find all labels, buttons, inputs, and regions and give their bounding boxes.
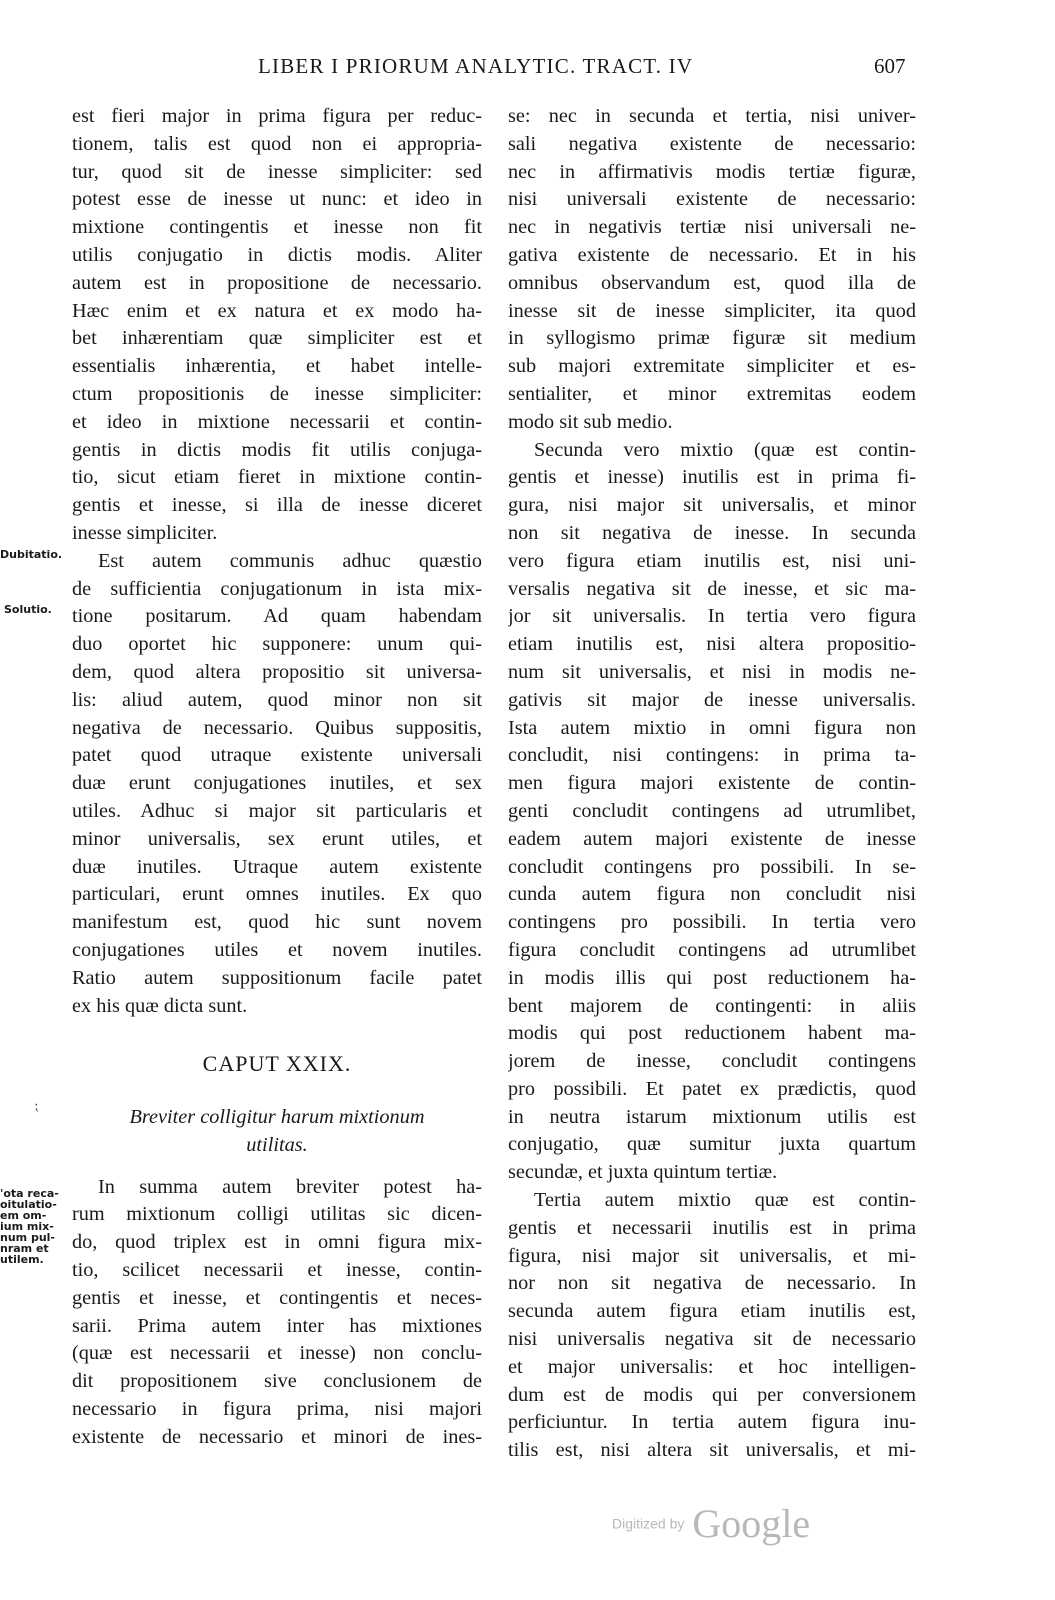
text-line: genti concludit contingens ad utrumlibet, (508, 799, 916, 822)
text-line: et ideo in mixtione necessarii et contin- (72, 410, 482, 433)
text-line: duæ inutiles. Utraque autem existente (72, 855, 482, 878)
text-line: gentis et necessarii inutilis est in prima (508, 1216, 916, 1239)
text-line: figura concludit contingens ad utrumlibet (508, 938, 916, 961)
text-line: figura, nisi major sit universalis, et mi- (508, 1244, 916, 1267)
text-line: particulari, erunt omnes inutiles. Ex quo (72, 883, 482, 906)
text-line: concludit, nisi contingens: in prima ta- (508, 744, 916, 767)
text-line: minor universalis, sex erunt utiles, et (72, 827, 482, 850)
text-line: nec in affirmativis modis tertiæ figuræ, (508, 160, 916, 183)
text-line: versalis negativa sit de inesse, et sic ma- (508, 577, 916, 600)
paragraph (508, 103, 916, 437)
marginal-line: num pul- (0, 1231, 55, 1244)
marginal-note-dubitatio: Dubitatio. (0, 548, 63, 561)
text-line: vero figura etiam inutilis est, nisi uni- (508, 549, 916, 572)
text-line: gativis sit major de inesse universalis. (508, 688, 916, 711)
marginal-line: nram et (0, 1242, 49, 1255)
text-line: conjugatio, quæ sumitur juxta quartum (508, 1133, 916, 1156)
page-header (0, 54, 1055, 86)
paragraph (508, 437, 916, 1188)
text-line: jor sit universalis. In tertia vero figura (508, 605, 916, 628)
text-line: patet quod utraque existente universali (72, 744, 482, 767)
text-line: tio, sicut etiam fieret in mixtione contin- (72, 466, 482, 489)
text-line: tur, quod sit de inesse simpliciter: sed (72, 160, 482, 183)
text-line: modo sit sub medio. (508, 410, 673, 433)
text-line: contingens pro possibili. In tertia vero (508, 911, 916, 934)
text-line: men figura majori existente de contin- (508, 772, 916, 795)
text-line: non sit negativa de inesse. In secunda (508, 521, 916, 544)
digitized-by-label: Digitized by (612, 1515, 685, 1532)
text-line: omnibus observandum est, quod illa de (508, 271, 916, 294)
text-line: nisi universali existente de necessario: (508, 188, 916, 211)
text-line: autem est in propositione de necessario. (72, 271, 482, 294)
text-line: pro possibili. Et patet ex prædictis, quod (508, 1077, 916, 1100)
text-line: Est autem communis adhuc quæstio (98, 549, 482, 572)
text-line: etiam inutilis est, nisi altera propositio- (508, 633, 916, 656)
text-line: utilis conjugatio in dictis modis. Aliter (72, 243, 482, 266)
text-line: rum mixtionum colligi utilitas sic dicen- (72, 1203, 482, 1226)
text-line: tione positarum. Ad quam habendam (72, 605, 482, 628)
text-line: sentialiter, et minor extremitas eodem (508, 382, 916, 405)
text-line: est fieri major in prima figura per reduc- (72, 105, 482, 127)
text-line: nor non sit negativa de necessario. In (508, 1272, 916, 1295)
text-line: ex his quæ dicta sunt. (72, 994, 248, 1017)
text-line: ctum propositionis de inesse simpliciter: (72, 382, 482, 405)
text-line: de sufficientia conjugationum in ista mix- (72, 577, 482, 600)
running-title: LIBER I PRIORUM ANALYTIC. TRACT. IV (258, 54, 694, 78)
text-line: se: nec in secunda et tertia, nisi univer- (508, 105, 916, 127)
marginal-note-recapitulatio (0, 1188, 62, 1265)
text-line: Hæc enim et ex natura et ex modo ha- (72, 299, 482, 322)
text-line: gativa existente de necessario. Et in his (508, 243, 916, 266)
text-line: gentis et inesse) inutilis est in prima fi- (508, 466, 916, 489)
page-number: 607 (874, 54, 906, 78)
text-line: Ista autem mixtio in omni figura non (508, 716, 916, 739)
text-line: tilis est, nisi altera sit universalis, et mi- (508, 1439, 916, 1462)
text-line: negativa de necessario. Quibus suppositis, (72, 716, 482, 739)
text-line: do, quod triplex est in omni figura mix- (72, 1231, 482, 1254)
text-line: essentialis inhærentia, et habet intelle- (72, 355, 482, 378)
paragraph (72, 1174, 482, 1452)
text-line: secundæ, et juxta quintum tertiæ. (508, 1161, 778, 1184)
text-line: modis qui post reductionem habent ma- (508, 1022, 916, 1045)
text-line: in syllogismo primæ figuræ sit medium (508, 327, 916, 350)
text-line: (quæ est necessarii et inesse) non conclu- (72, 1342, 482, 1365)
text-line: jorem de inesse, concludit contingens (508, 1050, 916, 1073)
text-line: sali negativa existente de necessario: (508, 132, 916, 155)
stray-mark: ⁏ (34, 1099, 39, 1114)
text-line: Secunda vero mixtio (quæ est contin- (534, 438, 916, 461)
marginal-line: 'ota reca- (0, 1188, 59, 1200)
text-line: nisi universalis negativa sit de necessario (508, 1328, 916, 1351)
chapter-subtitle: Breviter colligitur harum mixtionum (129, 1106, 425, 1129)
text-line: concludit contingens pro possibili. In se- (508, 855, 916, 878)
text-line: bent majorem de contingenti: in aliis (508, 994, 916, 1017)
text-line: nec in negativis tertiæ nisi universali ne- (508, 216, 916, 239)
text-line: necessario in figura prima, nisi majori (72, 1398, 482, 1421)
text-line: inesse simpliciter. (72, 521, 218, 544)
chapter-subtitle: utilitas. (246, 1133, 308, 1156)
text-line: potest esse de inesse ut nunc: et ideo in (72, 188, 482, 211)
text-line: In summa autem breviter potest ha- (98, 1175, 482, 1198)
paragraph (508, 1187, 916, 1465)
text-line: dem, quod altera propositio sit universa- (72, 660, 482, 683)
chapter-title: CAPUT XXIX. (202, 1051, 352, 1077)
text-line: cunda autem figura non concludit nisi (508, 883, 916, 906)
text-line: in modis illis qui post reductionem ha- (508, 966, 916, 989)
text-line: sub majori extremitate simpliciter et es- (508, 355, 916, 378)
marginal-note-solutio: Solutio. (4, 603, 52, 616)
text-line: gentis et inesse, si illa de inesse diceret (72, 494, 482, 517)
google-logo: Google (692, 1501, 811, 1546)
text-line: manifestum est, quod hic sunt novem (72, 911, 482, 934)
marginal-line: ium mix- (0, 1220, 54, 1233)
text-line: bet inhærentiam quæ simpliciter est et (72, 327, 482, 350)
text-line: eadem autem majori existente de inesse (508, 827, 916, 850)
marginal-line: utilem. (0, 1253, 44, 1265)
digitized-by-google-watermark (612, 1500, 810, 1550)
right-column (508, 103, 916, 1465)
text-line: mixtione contingentis et inesse non fit (72, 216, 482, 239)
text-line: utiles. Adhuc si major sit particularis et (72, 799, 482, 822)
text-line: et major universalis: et hoc intelligen- (508, 1355, 916, 1378)
paragraph (72, 548, 482, 1021)
text-line: duæ erunt conjugationes inutiles, et sex (72, 772, 482, 795)
text-line: in neutra istarum mixtionum utilis est (508, 1105, 916, 1128)
text-line: Ratio autem suppositionum facile patet (72, 966, 482, 989)
text-line: dit propositionem sive conclusionem de (72, 1370, 482, 1393)
text-line: num sit universalis, et nisi in modis ne- (508, 660, 916, 683)
text-line: tionem, talis est quod non ei appropria- (72, 132, 482, 155)
text-line: gentis in dictis modis fit utilis conjuga- (72, 438, 482, 461)
text-line: tio, scilicet necessarii et inesse, contin- (72, 1259, 482, 1282)
text-line: gura, nisi major sit universalis, et minor (508, 494, 916, 517)
text-line: inesse sit de inesse simpliciter, ita quod (508, 299, 916, 322)
text-line: gentis et inesse, et contingentis et neces- (72, 1286, 482, 1309)
marginal-line: em om- (0, 1209, 47, 1222)
left-column (72, 103, 482, 1452)
text-line: existente de necessario et minori de ines- (72, 1425, 482, 1448)
text-line: dum est de modis qui per conversionem (508, 1383, 916, 1406)
text-line: duo oportet hic supponere: unum qui- (72, 633, 482, 656)
text-line: secunda autem figura etiam inutilis est, (508, 1300, 916, 1323)
text-line: perficiuntur. In tertia autem figura inu- (508, 1411, 916, 1434)
text-line: lis: aliud autem, quod minor non sit (72, 688, 482, 711)
text-line: conjugationes utiles et novem inutiles. (72, 938, 482, 961)
text-line: Tertia autem mixtio quæ est contin- (534, 1189, 916, 1212)
paragraph (72, 103, 482, 548)
marginal-line: oitulatio- (0, 1198, 57, 1211)
text-line: sarii. Prima autem inter has mixtiones (72, 1314, 482, 1337)
